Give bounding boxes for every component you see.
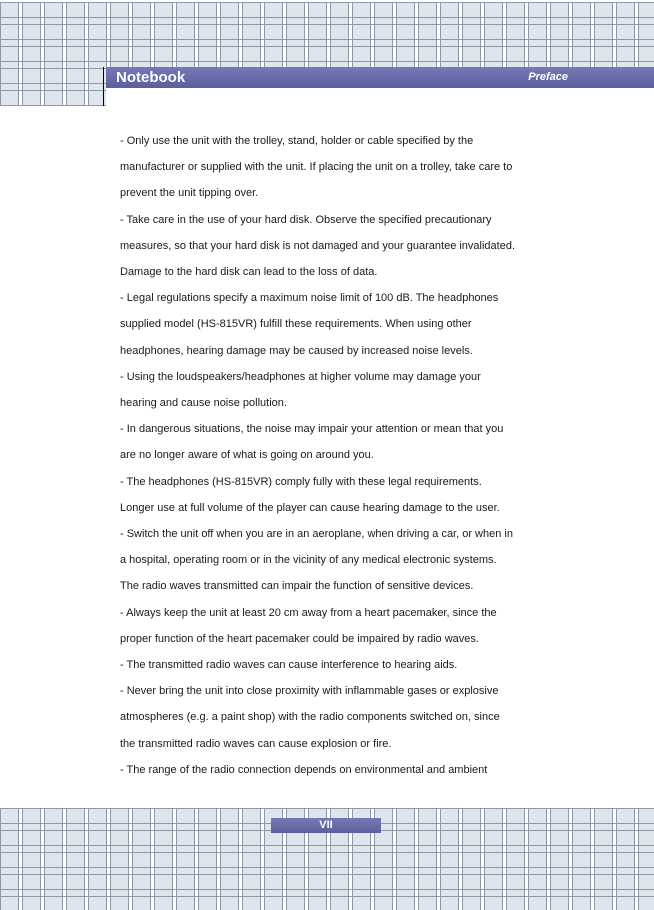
text-line: - The headphones (HS-815VR) comply fully with these legal requirements. <box>120 475 482 488</box>
text-line: hearing and cause noise pollution. <box>120 397 287 410</box>
text-line: The radio waves transmitted can impair the function of sensitive devices. <box>120 580 474 593</box>
text-line: Longer use at full volume of the player can cause hearing damage to the user. <box>120 501 500 514</box>
text-line: - In dangerous situations, the noise may impair your attention or mean that you <box>120 423 504 436</box>
text-line: - The transmitted radio waves can cause interference to hearing aids. <box>120 659 458 672</box>
text-line: a hospital, operating room or in the vicinity of any medical electronic systems. <box>120 554 497 567</box>
text-line: Damage to the hard disk can lead to the loss of data. <box>120 266 378 279</box>
body-text <box>120 128 550 783</box>
text-line: supplied model (HS-815VR) fulfill these requirements. When using other <box>120 318 472 331</box>
text-line: the transmitted radio waves can cause explosion or fire. <box>120 737 392 750</box>
text-line: measures, so that your hard disk is not damaged and your guarantee invalidated. <box>120 239 516 252</box>
text-line: proper function of the heart pacemaker could be impaired by radio waves. <box>120 632 479 645</box>
page-number: VII <box>271 818 381 833</box>
header-spacer <box>106 88 654 106</box>
text-line: atmospheres (e.g. a paint shop) with the radio components switched on, since <box>120 711 500 724</box>
document-title: Notebook <box>116 69 186 86</box>
text-line: - Using the loudspeakers/headphones at higher volume may damage your <box>120 370 481 383</box>
text-line: headphones, hearing damage may be caused by increased noise levels. <box>120 344 473 357</box>
text-line: manufacturer or supplied with the unit. If placing the unit on a trolley, take care to <box>120 161 513 174</box>
text-line: - Take care in the use of your hard disk. Observe the specified precautionary <box>120 213 492 226</box>
section-title: Preface <box>528 71 568 83</box>
text-line: - Switch the unit off when you are in an aeroplane, when driving a car, or when in <box>120 528 513 541</box>
text-line: - Never bring the unit into close proximity with inflammable gases or explosive <box>120 685 499 698</box>
text-line: - Legal regulations specify a maximum noise limit of 100 dB. The headphones <box>120 292 499 305</box>
text-line: - The range of the radio connection depends on environmental and ambient <box>120 763 488 776</box>
text-line: - Only use the unit with the trolley, stand, holder or cable specified by the <box>120 135 474 147</box>
text-line: - Always keep the unit at least 20 cm away from a heart pacemaker, since the <box>120 606 497 619</box>
text-line: prevent the unit tipping over. <box>120 187 259 200</box>
text-line: are no longer aware of what is going on around you. <box>120 449 374 462</box>
header-bar <box>106 67 654 88</box>
